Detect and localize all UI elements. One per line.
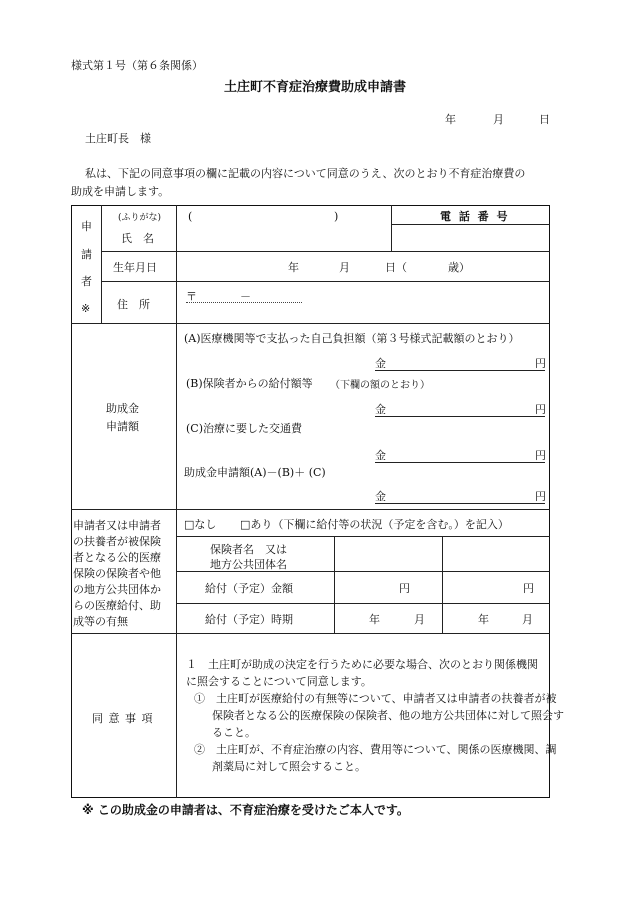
applicant-label-char-1: 申 bbox=[81, 220, 92, 233]
footnote: ※ この助成金の申請者は、不育症治療を受けたご本人です。 bbox=[82, 803, 409, 817]
furigana-paren-open: ( bbox=[188, 210, 193, 223]
benefit-amount-label: 給付（予定）金額 bbox=[205, 582, 293, 595]
consent-item-1: １ 土庄町が助成の決定を行うために必要な場合、次のとおり関係機関に照会することについて同意します。 bbox=[186, 658, 538, 688]
benefit-period-month-1: 月 bbox=[414, 613, 425, 626]
amount-a-yen: 円 bbox=[535, 357, 546, 370]
amount-total-kin: 金 bbox=[375, 490, 386, 503]
intro-line-2: 助成を申請します。 bbox=[71, 185, 170, 198]
name-label: 氏 名 bbox=[121, 232, 154, 245]
applicant-label-char-4: ※ bbox=[81, 302, 91, 315]
address-label: 住 所 bbox=[117, 298, 150, 311]
addressee: 土庄町長 様 bbox=[85, 132, 151, 145]
benefit-label-line-5: の地方公共団体か bbox=[73, 583, 161, 596]
form-number: 様式第１号（第６条関係） bbox=[71, 59, 203, 72]
amount-b-yen: 円 bbox=[535, 403, 546, 416]
date-day-label: 日 bbox=[539, 113, 550, 126]
amount-a-text: (A)医療機関等で支払った自己負担額（第３号様式記載額のとおり） bbox=[184, 332, 520, 345]
postal-dash: － bbox=[240, 290, 251, 303]
benefit-label-line-3: 者となる公的医療 bbox=[73, 551, 161, 564]
applicant-label-char-3: 者 bbox=[81, 275, 92, 288]
date-year-label: 年 bbox=[445, 113, 456, 126]
page-title: 土庄町不育症治療費助成申請書 bbox=[223, 80, 406, 95]
benefit-period-year-1: 年 bbox=[369, 613, 380, 626]
benefit-label-line-1: 申請者又は申請者 bbox=[73, 519, 161, 532]
benefit-amount-yen-2: 円 bbox=[523, 582, 534, 595]
consent-sub-2: ② 土庄町が、不育症治療の内容、費用等について、関係の医療機関、調剤薬局に対して照会すること。 bbox=[194, 743, 557, 773]
checkbox-none[interactable]: □なし bbox=[184, 518, 217, 531]
phone-label: 電 話 番 号 bbox=[440, 210, 510, 223]
benefit-label-line-4: 保険の保険者や他 bbox=[73, 567, 161, 580]
benefit-label-line-6: らの医療給付、助 bbox=[73, 599, 161, 612]
amount-formula: 助成金申請額(A)－(B)＋ (C) bbox=[184, 466, 326, 479]
applicant-label-char-2: 請 bbox=[81, 248, 92, 261]
amount-label-line-1: 助成金 bbox=[106, 402, 139, 415]
consent-label: 同 意 事 項 bbox=[92, 712, 154, 725]
benefit-period-month-2: 月 bbox=[522, 613, 533, 626]
birth-day-label: 日（ bbox=[385, 261, 407, 274]
birth-age-label: 歳） bbox=[448, 261, 470, 274]
furigana-label: (ふりがな) bbox=[118, 213, 162, 223]
benefit-label-line-7: 成等の有無 bbox=[73, 615, 128, 628]
amount-c-kin: 金 bbox=[375, 449, 386, 462]
postal-mark: 〒 bbox=[186, 290, 197, 303]
furigana-paren-close: ) bbox=[334, 210, 339, 223]
amount-b-text: (B)保険者からの給付額等 bbox=[186, 377, 313, 390]
benefit-label-line-2: の扶養者が被保険 bbox=[73, 535, 161, 548]
benefit-period-label: 給付（予定）時期 bbox=[205, 613, 293, 626]
checkbox-yes[interactable]: □あり（下欄に給付等の状況（予定を含む。）を記入） bbox=[240, 518, 509, 531]
insurer-label-line-1: 保険者名 又は bbox=[210, 543, 287, 556]
intro-line-1: 私は、下記の同意事項の欄に記載の内容について同意のうえ、次のとおり不育症治療費の bbox=[85, 167, 526, 180]
amount-c-yen: 円 bbox=[535, 449, 546, 462]
birth-year-label: 年 bbox=[288, 261, 299, 274]
amount-b-kin: 金 bbox=[375, 403, 386, 416]
amount-a-kin: 金 bbox=[375, 357, 386, 370]
benefit-amount-yen-1: 円 bbox=[399, 582, 410, 595]
date-month-label: 月 bbox=[493, 113, 504, 126]
insurer-label-line-2: 地方公共団体名 bbox=[210, 558, 287, 571]
benefit-period-year-2: 年 bbox=[478, 613, 489, 626]
amount-c-text: (C)治療に要した交通費 bbox=[186, 422, 302, 435]
consent-sub-1: ① 土庄町が医療給付の有無等について、申請者又は申請者の扶養者が被保険者となる公的医療保険の保険者、他の地方公共団体に対して照会すること。 bbox=[194, 692, 564, 739]
amount-total-yen: 円 bbox=[535, 490, 546, 503]
birth-month-label: 月 bbox=[339, 261, 350, 274]
amount-label-line-2: 申請額 bbox=[106, 420, 139, 433]
amount-b-note: （下欄の額のとおり） bbox=[330, 380, 430, 391]
birthdate-label: 生年月日 bbox=[113, 261, 157, 274]
